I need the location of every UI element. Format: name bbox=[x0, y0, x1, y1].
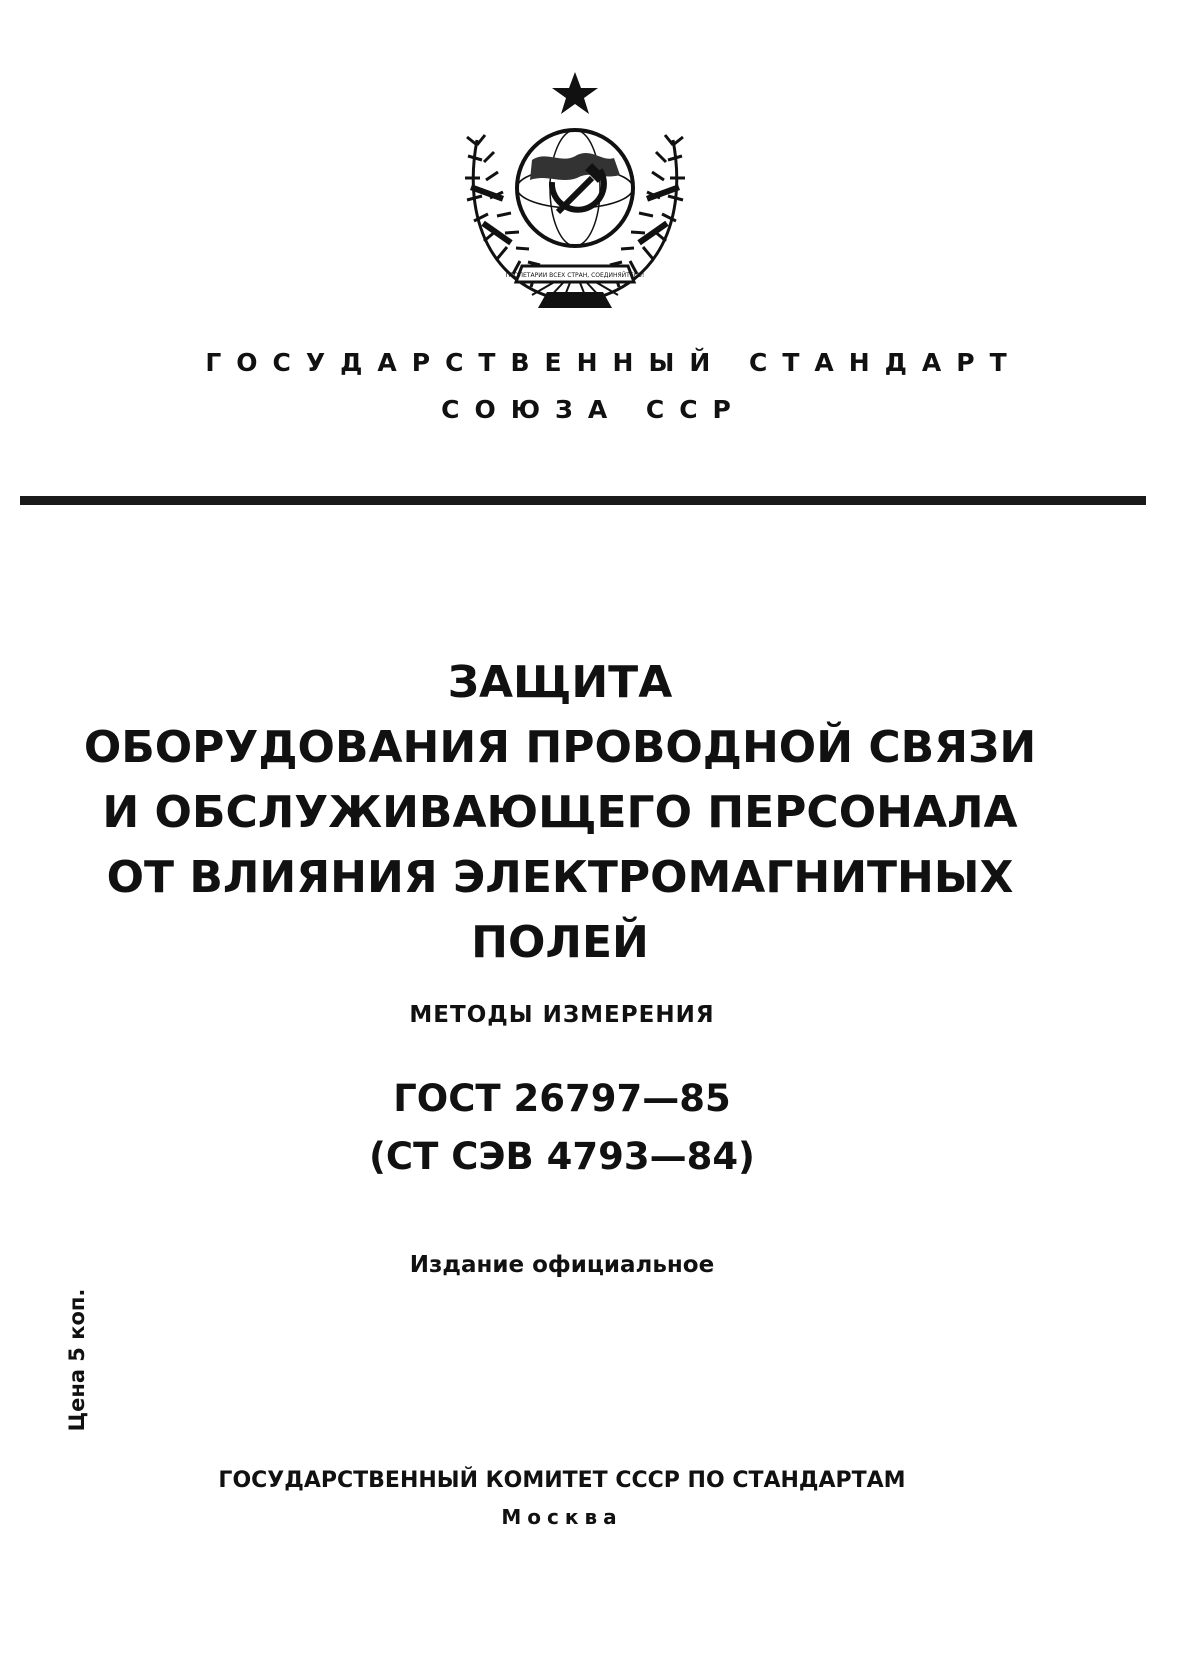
st-sev-number: (СТ СЭВ 4793—84) bbox=[369, 1135, 755, 1178]
star-icon bbox=[552, 72, 598, 114]
standard-designation bbox=[0, 1070, 1124, 1186]
ussr-state-emblem bbox=[452, 70, 698, 322]
document-title bbox=[60, 650, 1060, 975]
price-label bbox=[60, 1285, 94, 1435]
gost-number: ГОСТ 26797—85 bbox=[393, 1077, 731, 1120]
title-line: ЗАЩИТА bbox=[447, 657, 673, 708]
title-line: ПОЛЕЙ bbox=[471, 917, 649, 968]
motto-text: ПРОЛЕТАРИИ ВСЕХ СТРАН, СОЕДИНЯЙТЕСЬ! bbox=[505, 272, 645, 279]
edition-label: Издание официальное bbox=[409, 1252, 715, 1278]
header-state-standard: ГОСУДАРСТВЕННЫЙ СТАНДАРТ bbox=[205, 348, 1022, 377]
globe-icon bbox=[517, 130, 633, 246]
title-line: И ОБСЛУЖИВАЮЩЕГО ПЕРСОНАЛА bbox=[102, 787, 1018, 838]
price-text: Цена 5 коп. bbox=[65, 1288, 89, 1432]
title-line: ОБОРУДОВАНИЯ ПРОВОДНОЙ СВЯЗИ bbox=[83, 722, 1037, 773]
divider-rule bbox=[20, 496, 1146, 505]
emblem-icon bbox=[452, 70, 698, 322]
header-ussr: СОЮЗА ССР bbox=[441, 395, 746, 424]
publisher: ГОСУДАРСТВЕННЫЙ КОМИТЕТ СССР ПО СТАНДАРТАМ bbox=[218, 1468, 906, 1493]
publisher-city: Москва bbox=[501, 1505, 623, 1529]
document-subtitle: МЕТОДЫ ИЗМЕРЕНИЯ bbox=[409, 1002, 715, 1028]
emblem-base bbox=[538, 292, 612, 308]
title-line: ОТ ВЛИЯНИЯ ЭЛЕКТРОМАГНИТНЫХ bbox=[106, 852, 1014, 903]
